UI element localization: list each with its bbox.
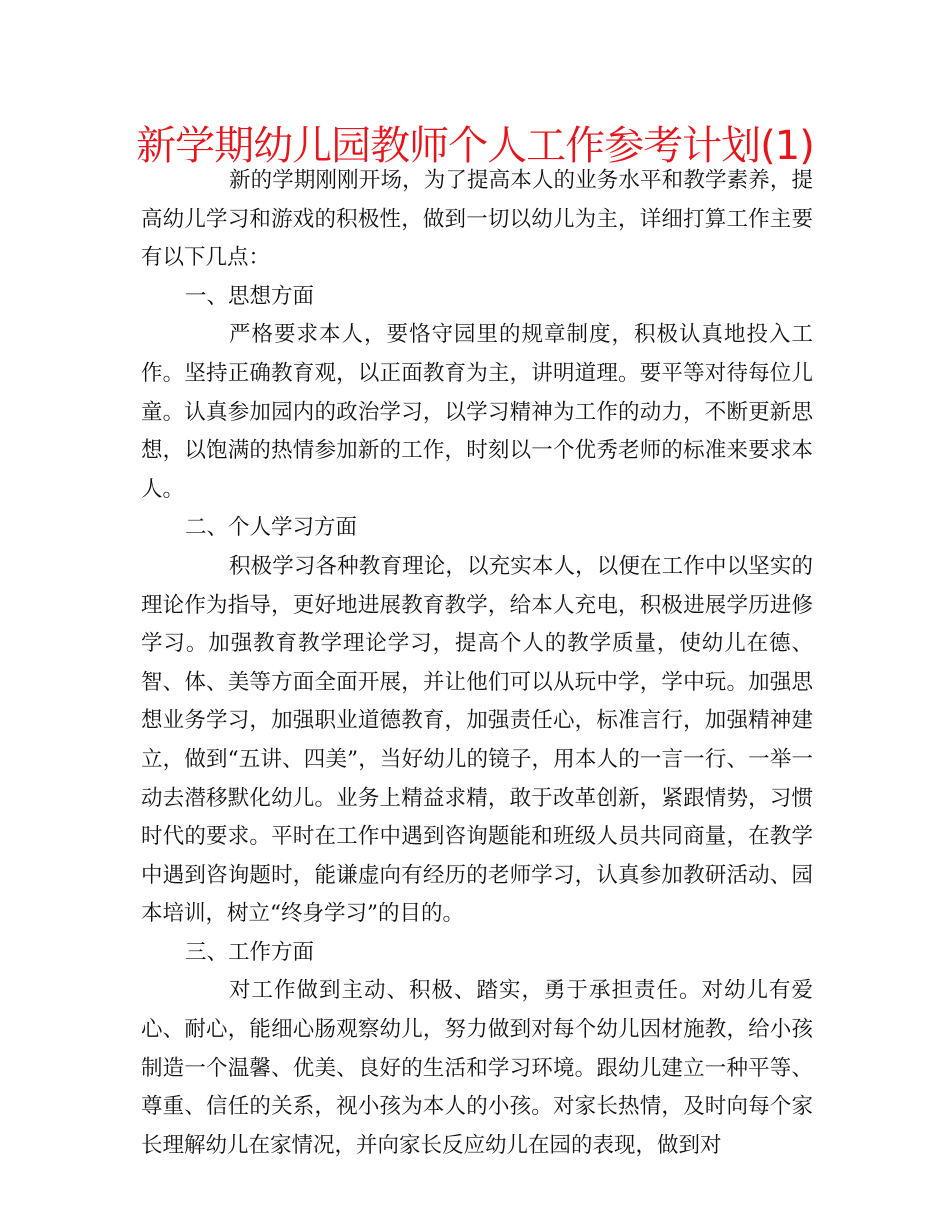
section-heading-study: 二、个人学习方面 bbox=[185, 515, 358, 541]
study-paragraph: 积极学习各种教育理论，以充实本人，以便在工作中以坚实的理论作为指导，更好地进展教育教学，给本人充电，积极进展学历进修学习。加强教育教学理论学习，提高个人的教学质量，使幼儿在德、智、体、美等方面全面开展，并让他们可以从玩中学，学中玩。加强思想业务学习，加强职业道德教育，加强责任心，标准言行，加强精神建立，做到“五讲、四美”，当好幼儿的镜子，用本人的一言一行、一举一动去潜移默化幼儿。业务上精益求精，敢于改革创新，紧跟情势，习惯时代的要求。平时在工作中遇到咨询题能和班级人员共同商量，在教学中遇到咨询题时，能谦虚向有经历的老师学习，认真参加教研活动、园本培训，树立“终身学习”的目的。 bbox=[141, 553, 813, 927]
thought-paragraph: 严格要求本人，要恪守园里的规章制度，积极认真地投入工作。坚持正确教育观，以正面教育为主，讲明道理。要平等对待每位儿童。认真参加园内的政治学习，以学习精神为工作的动力，不断更新思想，以饱满的热情参加新的工作，时刻以一个优秀老师的标准来要求本人。 bbox=[141, 322, 813, 502]
work-paragraph: 对工作做到主动、积极、踏实，勇于承担责任。对幼儿有爱心、耐心，能细心肠观察幼儿，努力做到对每个幼儿因材施教，给小孩制造一个温馨、优美、良好的生活和学习环境。跟幼儿建立一种平等、尊重、信任的关系，视小孩为本人的小孩。对家长热情，及时向每个家长理解幼儿在家情况，并向家长反应幼儿在园的表现，做到对 bbox=[141, 978, 813, 1158]
section-heading-work: 三、工作方面 bbox=[185, 939, 315, 965]
intro-paragraph: 新的学期刚刚开场，为了提高本人的业务水平和教学素养，提高幼儿学习和游戏的积极性，做到一切以幼儿为主，详细打算工作主要有以下几点： bbox=[141, 168, 813, 271]
section-heading-thought: 一、思想方面 bbox=[185, 283, 315, 309]
document-title: 新学期幼儿园教师个人工作参考计划(1) bbox=[136, 123, 814, 169]
document-body bbox=[141, 162, 813, 1165]
